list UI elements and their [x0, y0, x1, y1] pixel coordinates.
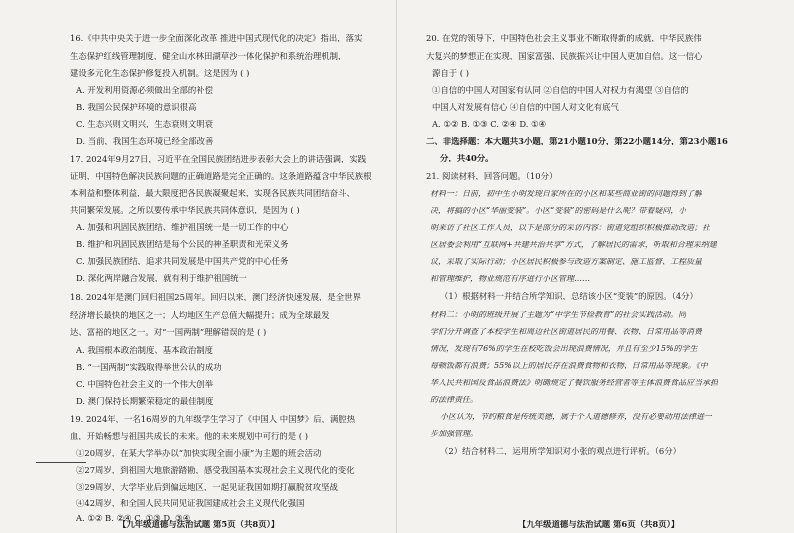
q21-material1-line-5: 议，采取了实际行动；小区居民积极参与改造方案制定、施工监督、工程质量 [430, 258, 702, 266]
q19-item-1: ①20周岁，在某大学举办以“加快实现全面小康”为主题的班会活动 [76, 449, 322, 458]
q18-option-a: A. 我国根本政治制度、基本政治制度 [76, 346, 213, 355]
q21-material2-line-4: 每顿饭都有浪费；55%以上的居民存在浪费食物和衣物、日常用品等现象。《中 [430, 362, 708, 370]
q18-stem-line-1: 18. 2024年是澳门回归祖国25周年。回归以来，澳门经济快速发展，是全世界 [70, 293, 361, 302]
q17-option-d: D. 深化两岸融合发展，就有利于维护祖国统一 [76, 274, 247, 283]
q17-stem-line-2: 证明，中国特色解决民族问题的正确道路是完全正确的。这条道路蕴含中华民族根 [70, 172, 372, 181]
q18-option-c: C. 中国特色社会主义的一个伟大创举 [76, 380, 214, 389]
q21-material1-line-3: 明来访了社区工作人员，以下是部分的采访内容：街道党组织积极推动改造；社 [430, 224, 710, 232]
q17-option-a: A. 加强和巩固民族团结、维护祖国统一是一切工作的中心 [76, 223, 289, 232]
q21-material1-line-4: 区居委会利用“互联网+共建共治共享”方式，了解居民的需求，听取和合理采纳建 [430, 241, 717, 249]
q20-item-line-2: 中国人对发展有信心 ④自信的中国人对文化有底气 [432, 103, 619, 112]
q18-stem-line-2: 经济增长最快的地区之一；人均地区生产总值大幅提升；成为全球最发 [70, 311, 330, 320]
q21-material1-line-2: 决，将搞的小区“华丽变装”。小区“变装”的密码是什么呢？带着疑问，小 [430, 207, 687, 215]
q16-option-d: D. 当前，我国生态环境已经全部改善 [76, 137, 214, 146]
q16-stem-line-2: 生态保护红线管理制度，健全山水林田湖草沙一体化保护和系统治理机制， [70, 52, 347, 61]
page-footer-6: 【九年级道德与法治试题 第6页（共8页）】 [518, 520, 680, 529]
q18-option-d: D. 澳门保持长期繁荣稳定的最佳制度 [76, 397, 214, 406]
q17-stem-line-1: 17. 2024年9月27日，习近平在全国民族团结进步表彰大会上的讲话强调，实践 [70, 155, 367, 164]
q19-item-4: ④42周岁，和全国人民共同见证我国建成社会主义现代化强国 [76, 499, 305, 508]
q19-item-2: ②27周岁，到祖国大地旅游踏勘，感受我国基本实现社会主义现代化的变化 [76, 466, 355, 475]
q20-stem-line-3: 源自于 ( ) [432, 69, 469, 78]
q21-subquestion-2: （2）结合材料二，运用所学知识对小张的观点进行评析。（6分） [440, 447, 681, 456]
section2-title-cont: 分，共40分。 [440, 154, 494, 163]
q21-material2-tail-1: 小区认为，节约粮食是传统美德，属于个人道德修养，没有必要动用法律进一 [440, 413, 712, 421]
page-gutter [396, 0, 397, 533]
q21-material1-line-1: 材料一：日前，初中生小明发现自家所在的小区和某些商业街的问题得到了解 [430, 190, 702, 198]
q21-material2-line-1: 材料二：小明的班级开展了主题为“中学生节俭教育”的社会实践活动。同 [430, 311, 687, 319]
q21-material2-line-3: 情况，发现有76%的学生在校吃饭会出现浪费情况，并且有至少15%的学生 [430, 345, 698, 353]
q21-material2-line-5: 华人民共和国反食品浪费法》明确规定了餐饮服务经营者等主体浪费食品应当承担 [430, 379, 718, 387]
q21-material2-line-6: 的法律责任。 [430, 396, 478, 404]
q16-option-c: C. 生态兴则文明兴，生态衰则文明衰 [76, 120, 214, 129]
q21-subquestion-1: （1）根据材料一并结合所学知识，总结该小区“变装”的原因。（4分） [440, 292, 698, 301]
q19-options: A. ①② B. ②④ C. ①③ D. ③④ [76, 514, 191, 523]
q20-item-line-1: ①自信的中国人对国家有认同 ②自信的中国人对权力有渴望 ③自信的 [432, 86, 689, 95]
section2-title: 二、非选择题：本大题共3小题，第21小题10分，第22小题14分，第23小题16 [426, 137, 728, 146]
page-footer-5: 【九年级道德与法治试题 第5页（共8页）】 [118, 520, 280, 529]
q21-material1-line-6: 和管理维护，物业规范有序进行小区管理…… [430, 275, 590, 283]
scan-line-mark [36, 462, 86, 463]
q19-item-3: ③29周岁，大学毕业后到偏远地区，一起见证我国如期打赢脱贫攻坚战 [76, 483, 338, 492]
exam-page-5 [0, 0, 394, 533]
q17-option-b: B. 维护和巩固民族团结是每个公民的神圣职责和光荣义务 [76, 240, 289, 249]
q17-stem-line-3: 本利益和整体利益，最大限度把各民族凝聚起来，实现各民族共同团结奋斗、 [70, 189, 355, 198]
q16-option-a: A. 开发利用资源必须做出全部的补偿 [76, 86, 213, 95]
q19-stem-line-2: 血，开始畅想与祖国共成长的未来。他的未来规划中可行的是 ( ) [70, 432, 308, 441]
q19-stem-line-1: 19. 2024年，一名16周岁的九年级学生学习了《中国人 中国梦》后，满腔热 [70, 415, 356, 424]
q17-stem-line-4: 共同繁荣发展。之所以要传承中华民族共同体意识，是因为 ( ) [70, 206, 300, 215]
q17-option-c: C. 加强民族团结，追求共同发展是中国共产党的中心任务 [76, 257, 289, 266]
q20-options: A. ①② B. ①③ C. ②④ D. ①④ [432, 120, 547, 129]
q20-stem-line-2: 大复兴的梦想正在实现，国家富强、民族振兴让中国人更加自信。这一信心 [426, 52, 703, 61]
exam-page-6 [400, 0, 794, 533]
q16-stem-line-3: 建设多元化生态保护修复投入机制。这是因为 ( ) [70, 69, 250, 78]
q18-stem-line-3: 达、富裕的地区之一。对“一国两制”理解错误的是 ( ) [70, 328, 267, 337]
q16-option-b: B. 我国公民保护环境的意识很高 [76, 103, 197, 112]
q16-stem-line-1: 16.《中共中央关于进一步全面深化改革 推进中国式现代化的决定》指出，落实 [70, 34, 363, 43]
q21-material2-tail-2: 步加强管理。 [430, 430, 478, 438]
q18-option-b: B. “一国两制”实践取得举世公认的成功 [76, 363, 222, 372]
q20-stem-line-1: 20. 在党的领导下，中国特色社会主义事业不断取得新的成就，中华民族伟 [426, 34, 702, 43]
q21-material2-line-2: 学们分开调查了本校学生和周边社区街道居民的用餐、衣物、日常用品等消费 [430, 328, 702, 336]
q21-intro: 21. 阅读材料，回答问题。（10分） [426, 172, 558, 181]
